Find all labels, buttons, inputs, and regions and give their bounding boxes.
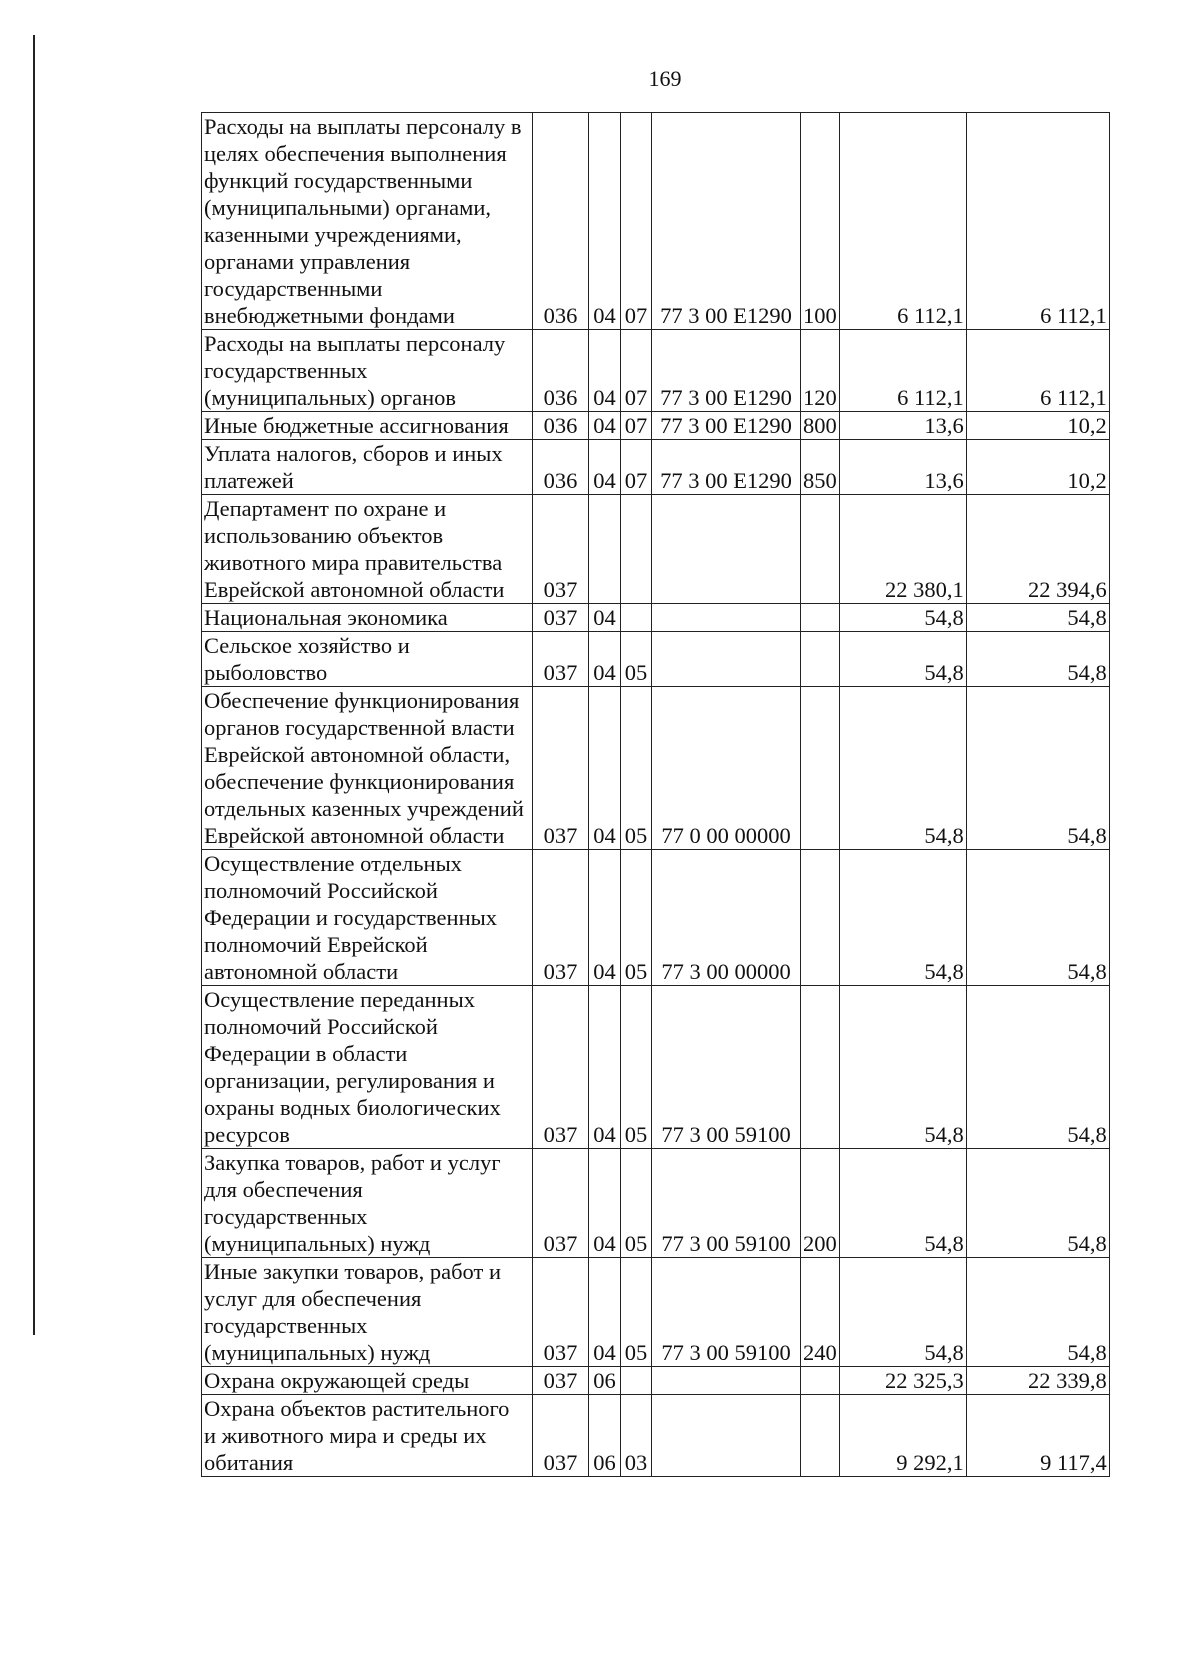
expense-name-line: Еврейской автономной области, bbox=[204, 742, 511, 767]
subsection-code-cell: 07 bbox=[621, 440, 652, 495]
expense-type-cell bbox=[801, 850, 840, 986]
expense-name-line: платежей bbox=[204, 468, 294, 493]
section-code-cell: 04 bbox=[589, 113, 621, 330]
section-code-cell: 06 bbox=[589, 1395, 621, 1477]
expense-name-line: государственных bbox=[204, 1313, 368, 1338]
section-code-cell: 04 bbox=[589, 850, 621, 986]
expense-type-cell bbox=[801, 632, 840, 687]
expense-name-line: обеспечение функционирования bbox=[204, 769, 515, 794]
subsection-code-cell bbox=[621, 1367, 652, 1395]
expense-name-cell bbox=[202, 1149, 533, 1258]
expense-name-line: и животного мира и среды их bbox=[204, 1423, 487, 1448]
expense-name-line: ресурсов bbox=[204, 1122, 290, 1147]
subsection-code-cell: 05 bbox=[621, 850, 652, 986]
ministry-code-cell: 037 bbox=[533, 495, 589, 604]
table-row bbox=[202, 330, 1110, 412]
expense-name-line: Еврейской автономной области bbox=[204, 823, 505, 848]
target-article-cell: 77 3 00 E1290 bbox=[652, 113, 801, 330]
expense-name-line: органами управления bbox=[204, 249, 411, 274]
ministry-code-cell: 037 bbox=[533, 687, 589, 850]
expense-type-cell bbox=[801, 604, 840, 632]
ministry-code-cell: 036 bbox=[533, 113, 589, 330]
expense-type-cell: 800 bbox=[801, 412, 840, 440]
amount-year2-cell: 10,2 bbox=[966, 440, 1109, 495]
target-article-cell: 77 3 00 59100 bbox=[652, 1258, 801, 1367]
amount-year1-cell: 54,8 bbox=[839, 687, 966, 850]
section-code-cell bbox=[589, 495, 621, 604]
target-article-cell: 77 3 00 E1290 bbox=[652, 412, 801, 440]
expense-name-line: отдельных казенных учреждений bbox=[204, 796, 524, 821]
section-code-cell: 04 bbox=[589, 986, 621, 1149]
amount-year2-cell: 6 112,1 bbox=[966, 330, 1109, 412]
target-article-cell: 77 3 00 E1290 bbox=[652, 440, 801, 495]
target-article-cell bbox=[652, 1395, 801, 1477]
section-code-cell: 04 bbox=[589, 687, 621, 850]
expense-name-line: автономной области bbox=[204, 959, 399, 984]
amount-year2-cell: 9 117,4 bbox=[966, 1395, 1109, 1477]
amount-year1-cell: 54,8 bbox=[839, 604, 966, 632]
amount-year1-cell: 9 292,1 bbox=[839, 1395, 966, 1477]
ministry-code-cell: 036 bbox=[533, 440, 589, 495]
amount-year2-cell: 10,2 bbox=[966, 412, 1109, 440]
expense-name-line: Охрана окружающей среды bbox=[204, 1368, 470, 1393]
amount-year1-cell: 6 112,1 bbox=[839, 113, 966, 330]
expense-name-cell bbox=[202, 495, 533, 604]
ministry-code-cell: 037 bbox=[533, 1367, 589, 1395]
expense-type-cell: 200 bbox=[801, 1149, 840, 1258]
section-code-cell: 06 bbox=[589, 1367, 621, 1395]
target-article-cell: 77 3 00 E1290 bbox=[652, 330, 801, 412]
amount-year1-cell: 22 380,1 bbox=[839, 495, 966, 604]
expense-name-line: Иные закупки товаров, работ и bbox=[204, 1259, 502, 1284]
target-article-cell: 77 3 00 00000 bbox=[652, 850, 801, 986]
expense-name-line: Иные бюджетные ассигнования bbox=[204, 413, 509, 438]
subsection-code-cell: 05 bbox=[621, 632, 652, 687]
expense-name-line: функций государственными bbox=[204, 168, 473, 193]
table-row bbox=[202, 495, 1110, 604]
expense-type-cell bbox=[801, 1395, 840, 1477]
target-article-cell bbox=[652, 1367, 801, 1395]
expense-name-line: Закупка товаров, работ и услуг bbox=[204, 1150, 501, 1175]
expense-name-line: государственных bbox=[204, 358, 368, 383]
amount-year1-cell: 13,6 bbox=[839, 440, 966, 495]
target-article-cell bbox=[652, 495, 801, 604]
expense-name-line: рыболовство bbox=[204, 660, 328, 685]
subsection-code-cell: 07 bbox=[621, 412, 652, 440]
expense-name-line: Осуществление отдельных bbox=[204, 851, 462, 876]
amount-year1-cell: 22 325,3 bbox=[839, 1367, 966, 1395]
expense-name-line: (муниципальных) нужд bbox=[204, 1340, 431, 1365]
expense-name-cell bbox=[202, 986, 533, 1149]
amount-year1-cell: 54,8 bbox=[839, 1149, 966, 1258]
amount-year2-cell: 22 339,8 bbox=[966, 1367, 1109, 1395]
table-row bbox=[202, 412, 1110, 440]
section-code-cell: 04 bbox=[589, 1149, 621, 1258]
subsection-code-cell bbox=[621, 604, 652, 632]
amount-year1-cell: 54,8 bbox=[839, 850, 966, 986]
expense-name-line: государственных bbox=[204, 1204, 368, 1229]
expense-name-line: (муниципальными) органами, bbox=[204, 195, 492, 220]
expense-name-line: Охрана объектов растительного bbox=[204, 1396, 510, 1421]
page-number: 169 bbox=[648, 66, 682, 91]
amount-year1-cell: 54,8 bbox=[839, 632, 966, 687]
expense-name-cell bbox=[202, 113, 533, 330]
table-row bbox=[202, 1395, 1110, 1477]
expense-name-line: Обеспечение функционирования bbox=[204, 688, 520, 713]
expense-name-line: внебюджетными фондами bbox=[204, 303, 455, 328]
expense-name-line: Расходы на выплаты персоналу bbox=[204, 331, 506, 356]
expense-name-line: Расходы на выплаты персоналу в bbox=[204, 114, 522, 139]
expense-name-cell bbox=[202, 850, 533, 986]
table-row bbox=[202, 1367, 1110, 1395]
expense-name-cell bbox=[202, 412, 533, 440]
subsection-code-cell: 05 bbox=[621, 1149, 652, 1258]
expense-name-line: (муниципальных) нужд bbox=[204, 1231, 431, 1256]
table-row bbox=[202, 604, 1110, 632]
section-code-cell: 04 bbox=[589, 604, 621, 632]
expense-type-cell bbox=[801, 495, 840, 604]
amount-year2-cell: 54,8 bbox=[966, 986, 1109, 1149]
ministry-code-cell: 037 bbox=[533, 1149, 589, 1258]
expense-name-line: обитания bbox=[204, 1450, 294, 1475]
ministry-code-cell: 037 bbox=[533, 632, 589, 687]
expense-name-line: (муниципальных) органов bbox=[204, 385, 457, 410]
target-article-cell: 77 3 00 59100 bbox=[652, 986, 801, 1149]
expense-name-line: животного мира правительства bbox=[204, 550, 503, 575]
expense-name-line: Еврейской автономной области bbox=[204, 577, 505, 602]
expense-name-line: использованию объектов bbox=[204, 523, 444, 548]
subsection-code-cell: 05 bbox=[621, 1258, 652, 1367]
amount-year2-cell: 6 112,1 bbox=[966, 113, 1109, 330]
amount-year2-cell: 54,8 bbox=[966, 1149, 1109, 1258]
left-margin-rule bbox=[33, 35, 35, 1335]
expense-name-line: Национальная экономика bbox=[204, 605, 448, 630]
section-code-cell: 04 bbox=[589, 330, 621, 412]
amount-year2-cell: 54,8 bbox=[966, 632, 1109, 687]
expense-name-line: Федерации в области bbox=[204, 1041, 408, 1066]
section-code-cell: 04 bbox=[589, 1258, 621, 1367]
expense-name-line: государственными bbox=[204, 276, 383, 301]
expense-name-cell bbox=[202, 687, 533, 850]
expense-name-cell bbox=[202, 1395, 533, 1477]
table-row bbox=[202, 632, 1110, 687]
expense-name-line: Уплата налогов, сборов и иных bbox=[204, 441, 503, 466]
ministry-code-cell: 037 bbox=[533, 1395, 589, 1477]
subsection-code-cell bbox=[621, 495, 652, 604]
ministry-code-cell: 037 bbox=[533, 1258, 589, 1367]
amount-year1-cell: 6 112,1 bbox=[839, 330, 966, 412]
subsection-code-cell: 05 bbox=[621, 986, 652, 1149]
expense-name-cell bbox=[202, 604, 533, 632]
expense-type-cell bbox=[801, 986, 840, 1149]
expense-name-line: полномочий Российской bbox=[204, 878, 438, 903]
amount-year2-cell: 22 394,6 bbox=[966, 495, 1109, 604]
section-code-cell: 04 bbox=[589, 412, 621, 440]
ministry-code-cell: 037 bbox=[533, 850, 589, 986]
subsection-code-cell: 07 bbox=[621, 113, 652, 330]
expense-name-cell bbox=[202, 440, 533, 495]
amount-year1-cell: 13,6 bbox=[839, 412, 966, 440]
expense-type-cell: 240 bbox=[801, 1258, 840, 1367]
ministry-code-cell: 036 bbox=[533, 330, 589, 412]
expense-name-cell bbox=[202, 1258, 533, 1367]
amount-year2-cell: 54,8 bbox=[966, 850, 1109, 986]
subsection-code-cell: 05 bbox=[621, 687, 652, 850]
target-article-cell: 77 0 00 00000 bbox=[652, 687, 801, 850]
ministry-code-cell: 037 bbox=[533, 986, 589, 1149]
ministry-code-cell: 036 bbox=[533, 412, 589, 440]
expense-name-line: охраны водных биологических bbox=[204, 1095, 501, 1120]
budget-table bbox=[201, 112, 1110, 1477]
expense-name-line: целях обеспечения выполнения bbox=[204, 141, 507, 166]
subsection-code-cell: 03 bbox=[621, 1395, 652, 1477]
amount-year1-cell: 54,8 bbox=[839, 1258, 966, 1367]
expense-type-cell: 850 bbox=[801, 440, 840, 495]
expense-name-line: Осуществление переданных bbox=[204, 987, 475, 1012]
table-row bbox=[202, 850, 1110, 986]
section-code-cell: 04 bbox=[589, 440, 621, 495]
target-article-cell: 77 3 00 59100 bbox=[652, 1149, 801, 1258]
table-row bbox=[202, 440, 1110, 495]
expense-name-cell bbox=[202, 1367, 533, 1395]
section-code-cell: 04 bbox=[589, 632, 621, 687]
amount-year2-cell: 54,8 bbox=[966, 687, 1109, 850]
target-article-cell bbox=[652, 604, 801, 632]
amount-year2-cell: 54,8 bbox=[966, 604, 1109, 632]
table-row bbox=[202, 1258, 1110, 1367]
expense-name-line: казенными учреждениями, bbox=[204, 222, 462, 247]
table-row bbox=[202, 1149, 1110, 1258]
expense-name-line: Департамент по охране и bbox=[204, 496, 447, 521]
table-row bbox=[202, 113, 1110, 330]
subsection-code-cell: 07 bbox=[621, 330, 652, 412]
expense-name-line: полномочий Российской bbox=[204, 1014, 438, 1039]
ministry-code-cell: 037 bbox=[533, 604, 589, 632]
expense-name-line: для обеспечения bbox=[204, 1177, 363, 1202]
target-article-cell bbox=[652, 632, 801, 687]
expense-name-line: органов государственной власти bbox=[204, 715, 515, 740]
expense-type-cell bbox=[801, 1367, 840, 1395]
expense-name-line: полномочий Еврейской bbox=[204, 932, 428, 957]
expense-name-cell bbox=[202, 330, 533, 412]
table-row bbox=[202, 986, 1110, 1149]
expense-name-line: Федерации и государственных bbox=[204, 905, 497, 930]
expense-type-cell: 100 bbox=[801, 113, 840, 330]
expense-name-line: услуг для обеспечения bbox=[204, 1286, 422, 1311]
expense-name-line: организации, регулирования и bbox=[204, 1068, 495, 1093]
table-row bbox=[202, 687, 1110, 850]
expense-type-cell: 120 bbox=[801, 330, 840, 412]
expense-name-line: Сельское хозяйство и bbox=[204, 633, 410, 658]
amount-year2-cell: 54,8 bbox=[966, 1258, 1109, 1367]
expense-name-cell bbox=[202, 632, 533, 687]
amount-year1-cell: 54,8 bbox=[839, 986, 966, 1149]
budget-table-body bbox=[202, 113, 1110, 1477]
expense-type-cell bbox=[801, 687, 840, 850]
